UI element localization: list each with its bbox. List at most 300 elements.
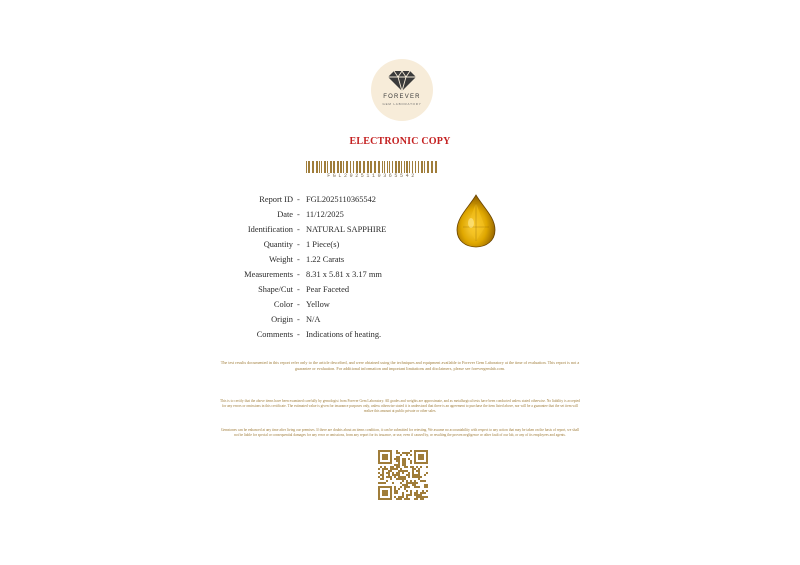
qr-module (414, 454, 416, 456)
barcode-bar (337, 161, 339, 173)
qr-module (378, 460, 380, 462)
qr-module (390, 468, 392, 470)
qr-module (384, 456, 386, 458)
qr-module (414, 484, 416, 486)
qr-module (384, 454, 386, 456)
detail-label: Date (277, 210, 293, 219)
qr-module (414, 450, 416, 452)
qr-module (390, 462, 392, 464)
qr-module (402, 496, 404, 498)
qr-module (396, 472, 398, 474)
qr-module (392, 466, 394, 468)
qr-module (402, 472, 404, 474)
qr-module (418, 450, 420, 452)
qr-module (426, 462, 428, 464)
qr-module (418, 470, 420, 472)
barcode-bar (321, 161, 322, 173)
qr-module (408, 486, 410, 488)
barcode-bar (418, 161, 419, 173)
qr-module (418, 458, 420, 460)
gem-image (455, 193, 497, 249)
qr-module (408, 474, 410, 476)
qr-module (420, 494, 422, 496)
qr-module (400, 470, 402, 472)
detail-separator: - (297, 225, 300, 234)
qr-module (402, 484, 404, 486)
qr-module (386, 476, 388, 478)
qr-module (408, 472, 410, 474)
qr-module (414, 462, 416, 464)
qr-module (386, 454, 388, 456)
detail-label: Origin (271, 315, 293, 324)
detail-separator: - (297, 315, 300, 324)
qr-module (390, 498, 392, 500)
qr-module (412, 470, 414, 472)
detail-row (200, 314, 460, 326)
qr-module (410, 454, 412, 456)
detail-value: Yellow (306, 300, 330, 309)
qr-module (400, 486, 402, 488)
barcode-text: FGL2025110365542 (327, 173, 417, 179)
qr-module (398, 474, 400, 476)
barcode-bar (333, 161, 335, 173)
qr-module (386, 450, 388, 452)
qr-module (390, 466, 392, 468)
qr-module (404, 464, 406, 466)
qr-module (398, 476, 400, 478)
qr-module (408, 458, 410, 460)
qr-module (404, 476, 406, 478)
qr-module (420, 456, 422, 458)
detail-row (200, 299, 460, 311)
qr-module (418, 496, 420, 498)
qr-module (406, 484, 408, 486)
qr-module (384, 492, 386, 494)
qr-module (400, 496, 402, 498)
qr-module (396, 452, 398, 454)
qr-module (418, 468, 420, 470)
qr-module (388, 462, 390, 464)
qr-module (414, 486, 416, 488)
qr-module (382, 470, 384, 472)
qr-module (390, 456, 392, 458)
detail-label: Report ID (259, 195, 293, 204)
qr-module (398, 460, 400, 462)
qr-module (384, 494, 386, 496)
qr-module (416, 492, 418, 494)
qr-module (410, 494, 412, 496)
qr-module (382, 462, 384, 464)
qr-module (426, 458, 428, 460)
barcode-bar (308, 161, 310, 173)
qr-module (414, 492, 416, 494)
qr-module (396, 460, 398, 462)
detail-separator: - (297, 210, 300, 219)
qr-module (420, 458, 422, 460)
barcode-bar (363, 161, 365, 173)
qr-module (394, 492, 396, 494)
qr-module (420, 476, 422, 478)
qr-module (384, 490, 386, 492)
detail-label: Measurements (244, 270, 293, 279)
detail-separator: - (297, 240, 300, 249)
barcode-bar (324, 161, 326, 173)
detail-value: Pear Faceted (306, 285, 350, 294)
qr-module (394, 488, 396, 490)
qr-module (408, 476, 410, 478)
detail-separator: - (297, 285, 300, 294)
detail-label: Shape/Cut (258, 285, 293, 294)
qr-module (382, 478, 384, 480)
qr-module (406, 494, 408, 496)
qr-module (426, 484, 428, 486)
qr-module (406, 498, 408, 500)
qr-module (388, 474, 390, 476)
detail-separator: - (297, 300, 300, 309)
qr-module (388, 486, 390, 488)
qr-module (416, 498, 418, 500)
qr-module (398, 496, 400, 498)
disclaimer-liability: Gemstones can be enhanced at any time after living our premises. If there are doubts about an items condition, it can be submitted for retesting. We assume no accountability with respect to any action that may be taken on the basis of report, we shall not be liable for special or consequential damages for any error or omissions, from any report for its issuance, or use, even if caused by, or resulting the proven negligence or other fault of our lab, or any of its employees and agents. (220, 428, 580, 437)
detail-value: FGL2025110365542 (306, 195, 376, 204)
qr-module (396, 474, 398, 476)
qr-module (410, 492, 412, 494)
qr-module (378, 482, 380, 484)
qr-module (378, 468, 380, 470)
qr-module (402, 480, 404, 482)
detail-row (200, 209, 460, 221)
qr-module (416, 450, 418, 452)
qr-module (408, 498, 410, 500)
qr-module (388, 472, 390, 474)
qr-module (382, 482, 384, 484)
qr-module (418, 462, 420, 464)
qr-module (398, 462, 400, 464)
disclaimer-certification: This is to certify that the above items have been examined carefully by gemologist from Forever Gem Laboratory. All grades and weights are approximate, and as metallurgical tests have been conducted unless stated otherwise. No liability is accepted for any errors or omissions in this certificate. The estimated value is given for insurance purposes only, unless otherwise stated it is understood that there is an agreement to purchase the item listed above, nor will be a guarantee that the set item will realize this amount at public private or other sales. (220, 399, 580, 413)
qr-module (388, 476, 390, 478)
detail-value: 1 Piece(s) (306, 240, 340, 249)
qr-module (390, 486, 392, 488)
qr-module (424, 496, 426, 498)
qr-module (382, 474, 384, 476)
qr-module (412, 468, 414, 470)
qr-module (418, 472, 420, 474)
qr-module (390, 494, 392, 496)
qr-module (416, 496, 418, 498)
diamond-icon (387, 70, 417, 92)
qr-module (382, 454, 384, 456)
qr-module (378, 490, 380, 492)
qr-module (392, 482, 394, 484)
logo-brand: FOREVER (383, 94, 421, 100)
qr-module (418, 478, 420, 480)
qr-module (394, 476, 396, 478)
qr-module (414, 480, 416, 482)
qr-module (404, 470, 406, 472)
barcode-bar (427, 161, 429, 173)
qr-module (420, 496, 422, 498)
detail-label: Comments (256, 330, 293, 339)
detail-separator: - (297, 330, 300, 339)
qr-module (402, 470, 404, 472)
qr-module (388, 450, 390, 452)
qr-module (382, 468, 384, 470)
qr-module (416, 466, 418, 468)
qr-module (406, 474, 408, 476)
qr-module (392, 468, 394, 470)
qr-module (382, 458, 384, 460)
qr-module (402, 478, 404, 480)
detail-row (200, 284, 460, 296)
qr-module (426, 454, 428, 456)
qr-module (414, 482, 416, 484)
qr-module (422, 450, 424, 452)
qr-module (394, 474, 396, 476)
qr-module (380, 466, 382, 468)
qr-module (402, 462, 404, 464)
qr-module (386, 494, 388, 496)
qr-module (384, 498, 386, 500)
qr-module (398, 472, 400, 474)
detail-label: Color (273, 300, 293, 309)
qr-module (414, 468, 416, 470)
detail-separator: - (297, 255, 300, 264)
qr-module (426, 460, 428, 462)
qr-module (400, 454, 402, 456)
qr-module (380, 498, 382, 500)
qr-module (402, 492, 404, 494)
qr-module (422, 496, 424, 498)
qr-module (422, 456, 424, 458)
qr-module (426, 490, 428, 492)
qr-module (414, 452, 416, 454)
barcode-bar (353, 161, 354, 173)
qr-module (390, 492, 392, 494)
detail-row (200, 194, 460, 206)
qr-module (384, 458, 386, 460)
detail-value: N/A (306, 315, 321, 324)
qr-module (414, 476, 416, 478)
qr-module (416, 476, 418, 478)
qr-module (420, 480, 422, 482)
qr-module (398, 470, 400, 472)
qr-module (418, 456, 420, 458)
qr-module (404, 452, 406, 454)
qr-module (420, 450, 422, 452)
detail-value: 1.22 Carats (306, 255, 345, 264)
qr-module (406, 490, 408, 492)
qr-module (396, 478, 398, 480)
qr-module (378, 476, 380, 478)
barcode-bar (319, 161, 320, 173)
barcode-bar (431, 161, 433, 173)
qr-module (416, 490, 418, 492)
barcode-bar (412, 161, 413, 173)
qr-module (382, 490, 384, 492)
detail-row (200, 329, 460, 341)
qr-module (426, 496, 428, 498)
qr-module (386, 498, 388, 500)
barcode-bar (404, 161, 405, 173)
qr-module (378, 498, 380, 500)
qr-module (388, 470, 390, 472)
barcode-bar (330, 161, 332, 173)
detail-row (200, 224, 460, 236)
detail-label: Identification (247, 225, 293, 234)
qr-module (396, 490, 398, 492)
qr-module (380, 482, 382, 484)
qr-module (410, 490, 412, 492)
qr-module (398, 456, 400, 458)
detail-label: Quantity (263, 240, 293, 249)
lab-logo (371, 59, 433, 121)
barcode-bar (421, 161, 423, 173)
qr-module (412, 476, 414, 478)
qr-module (404, 460, 406, 462)
qr-module (424, 462, 426, 464)
barcode-bar (367, 161, 369, 173)
qr-module (410, 480, 412, 482)
barcode-bar (346, 161, 348, 173)
qr-module (396, 468, 398, 470)
qr-module (380, 462, 382, 464)
qr-module (378, 496, 380, 498)
qr-module (398, 466, 400, 468)
qr-module (384, 468, 386, 470)
qr-module (418, 486, 420, 488)
qr-module (402, 452, 404, 454)
qr-module (400, 476, 402, 478)
qr-module (396, 498, 398, 500)
qr-module (378, 494, 380, 496)
qr-module (420, 498, 422, 500)
qr-module (406, 482, 408, 484)
qr-module (386, 492, 388, 494)
disclaimer-results: The test results documented in this report refer only to the article described, and were obtained using the techniques and equipment available to Forever Gem Laboratory at the time of evaluation. This report is not a guarantee or evaluation. For additional information and important limitations and disclaimers, please see forevergemlab.com. (220, 360, 580, 371)
qr-module (412, 466, 414, 468)
qr-module (398, 488, 400, 490)
detail-row (200, 254, 460, 266)
qr-module (386, 490, 388, 492)
qr-module (392, 474, 394, 476)
qr-module (398, 452, 400, 454)
qr-module (386, 472, 388, 474)
qr-module (400, 468, 402, 470)
barcode-bar (415, 161, 416, 173)
barcode-bar (374, 161, 376, 173)
qr-module (378, 450, 380, 452)
qr-module (396, 450, 398, 452)
qr-module (384, 466, 386, 468)
qr-module (390, 476, 392, 478)
qr-module (378, 456, 380, 458)
qr-module (404, 486, 406, 488)
detail-label: Weight (269, 255, 293, 264)
qr-module (412, 482, 414, 484)
qr-module (390, 488, 392, 490)
qr-module (386, 486, 388, 488)
qr-module (416, 462, 418, 464)
qr-module (422, 490, 424, 492)
qr-module (426, 452, 428, 454)
qr-module (412, 472, 414, 474)
qr-module (400, 478, 402, 480)
qr-module (414, 460, 416, 462)
detail-value: Indications of heating. (306, 330, 382, 339)
barcode-bar (424, 161, 425, 173)
qr-module (404, 488, 406, 490)
qr-module (384, 482, 386, 484)
qr-module (390, 450, 392, 452)
qr-module (404, 466, 406, 468)
logo-subtitle: GEM LABORATORY (382, 102, 422, 106)
qr-module (382, 492, 384, 494)
qr-module (404, 498, 406, 500)
qr-module (382, 472, 384, 474)
qr-module (408, 494, 410, 496)
detail-row (200, 269, 460, 281)
qr-module (416, 482, 418, 484)
qr-module (398, 498, 400, 500)
barcode-bar (392, 161, 393, 173)
qr-module (388, 498, 390, 500)
barcode (306, 161, 438, 173)
qr-module (382, 498, 384, 500)
qr-module (406, 480, 408, 482)
barcode-bar (316, 161, 318, 173)
detail-value: NATURAL SAPPHIRE (306, 225, 387, 234)
barcode-bar (370, 161, 372, 173)
qr-module (396, 492, 398, 494)
qr-module (422, 498, 424, 500)
document-title: ELECTRONIC COPY (349, 136, 451, 147)
qr-module (390, 452, 392, 454)
qr-module (424, 484, 426, 486)
qr-module (422, 454, 424, 456)
qr-module (380, 450, 382, 452)
barcode-bar (306, 161, 307, 173)
qr-module (426, 450, 428, 452)
qr-module (414, 456, 416, 458)
qr-module (424, 480, 426, 482)
qr-module (382, 486, 384, 488)
qr-module (396, 464, 398, 466)
barcode-bar (382, 161, 383, 173)
qr-module (394, 490, 396, 492)
qr-module (410, 460, 412, 462)
qr-module (386, 468, 388, 470)
qr-module (420, 462, 422, 464)
qr-module (396, 456, 398, 458)
qr-module (426, 456, 428, 458)
detail-separator: - (297, 195, 300, 204)
barcode-bar (409, 161, 410, 173)
barcode-bar (435, 161, 437, 173)
qr-module (398, 458, 400, 460)
detail-row (200, 239, 460, 251)
qr-module (402, 460, 404, 462)
qr-module (390, 454, 392, 456)
qr-module (424, 450, 426, 452)
qr-module (422, 480, 424, 482)
qr-module (410, 462, 412, 464)
qr-module (396, 458, 398, 460)
qr-module (406, 452, 408, 454)
qr-module (380, 486, 382, 488)
qr-code[interactable] (378, 450, 428, 500)
qr-module (406, 496, 408, 498)
qr-module (378, 458, 380, 460)
